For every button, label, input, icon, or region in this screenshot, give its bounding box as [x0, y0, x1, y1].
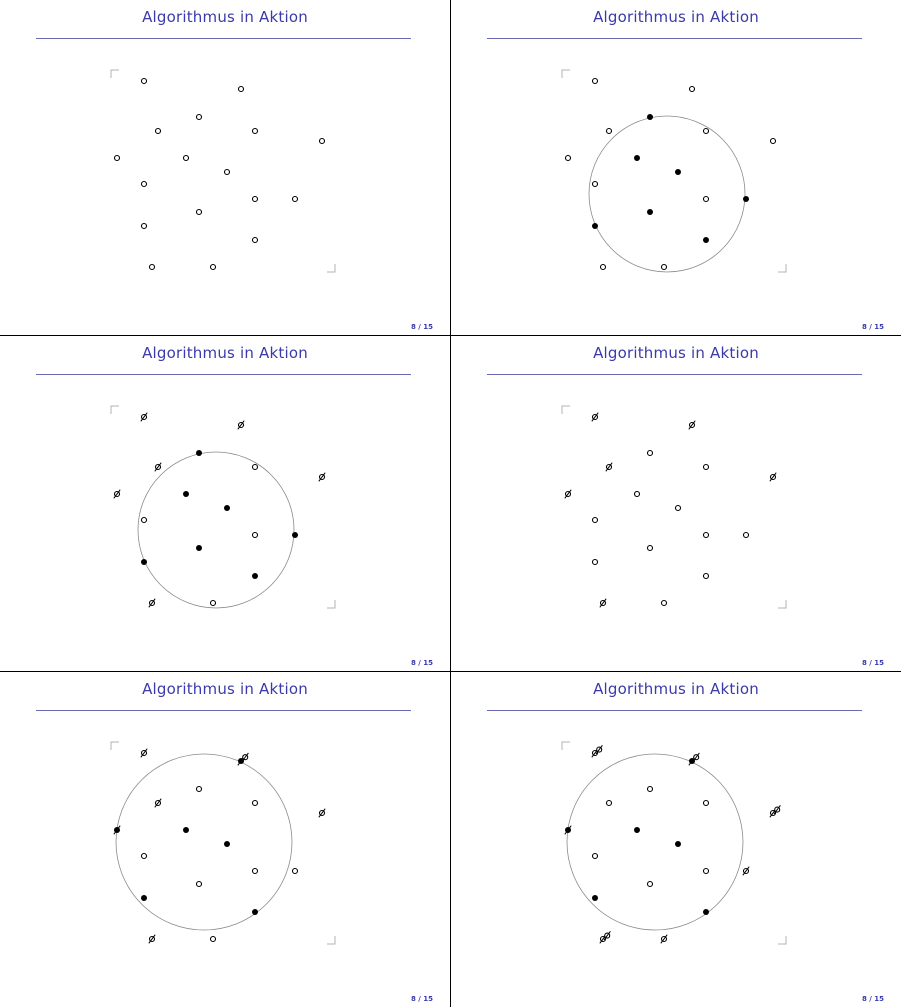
frame-corner-top-left-icon — [562, 406, 570, 414]
data-point-filled — [252, 573, 258, 579]
data-point-hollow — [211, 601, 216, 606]
data-point-hollow — [635, 492, 640, 497]
page-number: 8 / 15 — [410, 995, 433, 1003]
frame-corner-bottom-right-icon — [778, 600, 786, 608]
data-point-filled — [141, 895, 147, 901]
data-point-filled — [183, 827, 189, 833]
data-point-hollow — [607, 801, 612, 806]
data-point-filled — [743, 196, 749, 202]
data-point-filled — [141, 559, 147, 565]
frame-corner-bottom-right-icon — [327, 264, 335, 272]
data-point-hollow — [253, 238, 258, 243]
data-point-hollow — [211, 937, 216, 942]
page-number: 8 / 15 — [410, 323, 433, 331]
data-point-hollow — [115, 156, 120, 161]
data-point-filled — [224, 841, 230, 847]
data-point-hollow — [593, 182, 598, 187]
page-number: 8 / 15 — [861, 323, 884, 331]
slide-panel-4 — [451, 336, 901, 671]
page-number: 8 / 15 — [861, 659, 884, 667]
data-point-hollow — [142, 224, 147, 229]
data-point-hollow — [197, 882, 202, 887]
data-point-filled — [634, 827, 640, 833]
slide-title: Algorithmus in Aktion — [142, 344, 308, 362]
data-point-hollow — [197, 787, 202, 792]
data-point-hollow — [142, 854, 147, 859]
slide-panel-5 — [0, 672, 450, 1007]
data-point-hollow — [253, 533, 258, 538]
frame-corner-top-left-icon — [562, 742, 570, 750]
data-point-hollow — [690, 87, 695, 92]
data-point-filled — [634, 155, 640, 161]
search-window-circle — [116, 754, 292, 930]
data-point-hollow — [704, 465, 709, 470]
data-point-hollow — [648, 882, 653, 887]
data-point-hollow — [744, 533, 749, 538]
data-point-filled — [196, 545, 202, 551]
title-underline — [487, 374, 862, 375]
frame-corner-bottom-right-icon — [778, 264, 786, 272]
data-point-hollow — [197, 210, 202, 215]
scatter-plot — [451, 0, 901, 335]
data-point-hollow — [142, 518, 147, 523]
data-point-hollow — [253, 869, 258, 874]
slide-panel-3 — [0, 336, 450, 671]
data-point-filled — [592, 895, 598, 901]
data-point-filled — [703, 909, 709, 915]
search-window-circle — [567, 754, 743, 930]
data-point-hollow — [771, 139, 776, 144]
data-point-hollow — [648, 787, 653, 792]
data-point-hollow — [704, 869, 709, 874]
data-point-hollow — [593, 518, 598, 523]
data-point-hollow — [662, 601, 667, 606]
page-number: 8 / 15 — [861, 995, 884, 1003]
frame-corner-top-left-icon — [111, 742, 119, 750]
data-point-filled — [196, 450, 202, 456]
data-point-filled — [647, 209, 653, 215]
data-point-hollow — [593, 560, 598, 565]
data-point-hollow — [662, 265, 667, 270]
data-point-hollow — [601, 265, 606, 270]
data-point-hollow — [704, 197, 709, 202]
title-underline — [487, 38, 862, 39]
data-point-filled — [183, 491, 189, 497]
data-point-hollow — [593, 79, 598, 84]
slide-title: Algorithmus in Aktion — [593, 344, 759, 362]
data-point-filled — [675, 169, 681, 175]
frame-corner-bottom-right-icon — [327, 936, 335, 944]
slide-panel-6 — [451, 672, 901, 1007]
data-point-hollow — [566, 156, 571, 161]
data-point-filled — [252, 909, 258, 915]
data-point-hollow — [607, 129, 612, 134]
data-point-hollow — [676, 506, 681, 511]
data-point-filled — [675, 841, 681, 847]
data-point-hollow — [293, 197, 298, 202]
data-point-hollow — [239, 87, 244, 92]
data-point-hollow — [211, 265, 216, 270]
data-point-hollow — [648, 451, 653, 456]
data-point-hollow — [253, 129, 258, 134]
data-point-hollow — [253, 465, 258, 470]
title-underline — [36, 710, 411, 711]
title-underline — [487, 710, 862, 711]
scatter-plot — [0, 336, 450, 671]
data-point-hollow — [704, 533, 709, 538]
data-point-hollow — [253, 801, 258, 806]
frame-corner-bottom-right-icon — [327, 600, 335, 608]
slide-panel-1 — [0, 0, 450, 335]
data-point-hollow — [293, 869, 298, 874]
slide-title: Algorithmus in Aktion — [142, 8, 308, 26]
title-underline — [36, 374, 411, 375]
data-point-hollow — [142, 182, 147, 187]
frame-corner-top-left-icon — [562, 70, 570, 78]
data-point-filled — [592, 223, 598, 229]
data-point-hollow — [150, 265, 155, 270]
scatter-plot — [0, 672, 450, 1007]
data-point-hollow — [225, 170, 230, 175]
data-point-hollow — [253, 197, 258, 202]
search-window-circle — [138, 452, 294, 608]
page-number: 8 / 15 — [410, 659, 433, 667]
search-window-circle — [589, 116, 745, 272]
data-point-filled — [647, 114, 653, 120]
frame-corner-top-left-icon — [111, 406, 119, 414]
frame-corner-bottom-right-icon — [778, 936, 786, 944]
data-point-hollow — [320, 139, 325, 144]
data-point-hollow — [648, 546, 653, 551]
slide-title: Algorithmus in Aktion — [593, 680, 759, 698]
data-point-hollow — [704, 129, 709, 134]
title-underline — [36, 38, 411, 39]
data-point-hollow — [593, 854, 598, 859]
scatter-plot — [451, 672, 901, 1007]
data-point-hollow — [184, 156, 189, 161]
data-point-hollow — [704, 574, 709, 579]
scatter-plot — [0, 0, 450, 335]
data-point-hollow — [156, 129, 161, 134]
scatter-plot — [451, 336, 901, 671]
data-point-hollow — [704, 801, 709, 806]
slide-title: Algorithmus in Aktion — [593, 8, 759, 26]
data-point-filled — [224, 505, 230, 511]
data-point-filled — [292, 532, 298, 538]
data-point-hollow — [197, 115, 202, 120]
slide-panel-2 — [451, 0, 901, 335]
data-point-filled — [703, 237, 709, 243]
frame-corner-top-left-icon — [111, 70, 119, 78]
data-point-hollow — [142, 79, 147, 84]
slide-title: Algorithmus in Aktion — [142, 680, 308, 698]
